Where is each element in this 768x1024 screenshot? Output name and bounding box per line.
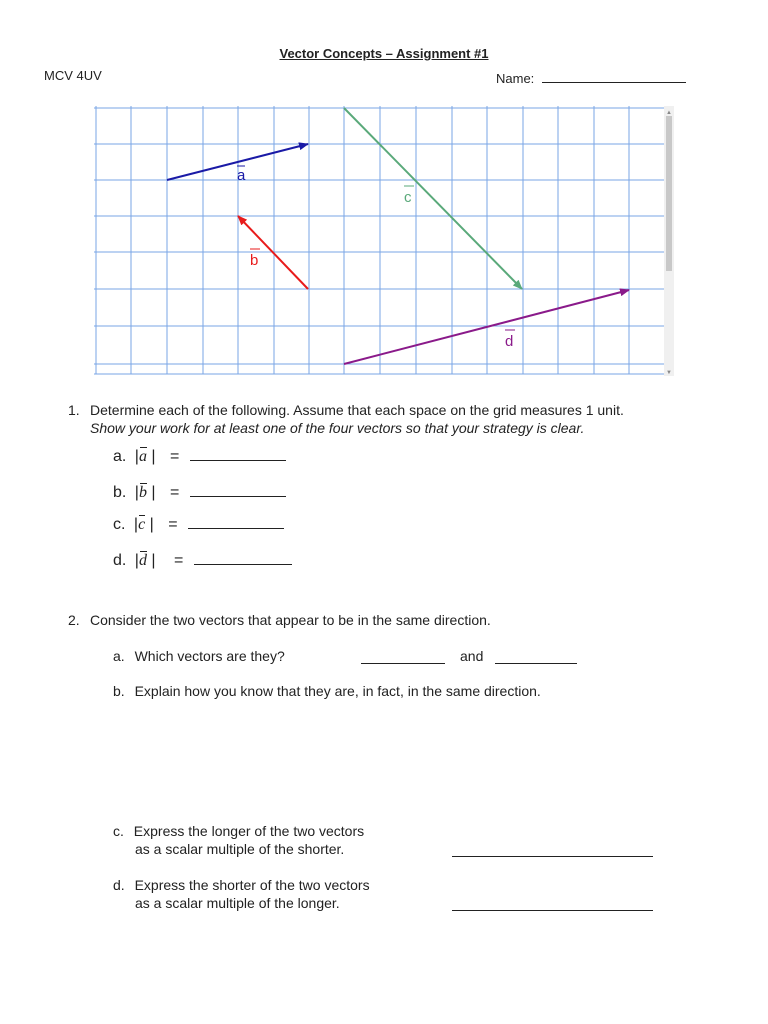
vector-blank-2[interactable]: [495, 649, 577, 664]
name-label: Name:: [496, 71, 535, 86]
answer-blank-2d[interactable]: [452, 896, 653, 911]
page-title: Vector Concepts – Assignment #1: [279, 46, 489, 61]
label-c: [404, 186, 414, 206]
answer-blank-2c[interactable]: [452, 842, 653, 857]
q2-part-a: a. Which vectors are they?: [113, 648, 285, 664]
q1-note: Show your work for at least one of the four vectors so that your strategy is clear.: [90, 420, 585, 436]
answer-blank-d[interactable]: [194, 550, 292, 565]
answer-blank-c[interactable]: [188, 514, 284, 529]
name-field[interactable]: [496, 68, 686, 86]
question-1: [68, 401, 624, 437]
scroll-down-icon: ▼: [666, 370, 672, 376]
q1-item-c: c. |c | =: [113, 514, 284, 534]
scrollbar-thumb: [666, 116, 672, 271]
question-number: 2.: [68, 612, 80, 628]
vector-grid-figure: [94, 106, 674, 378]
label-d: [505, 330, 515, 350]
course-code: MCV 4UV: [44, 68, 102, 83]
svg-text:c: c: [404, 189, 412, 206]
q2-part-b: b. Explain how you know that they are, in fact, in the same direction.: [113, 683, 541, 699]
svg-text:b: b: [250, 252, 259, 269]
question-2: [68, 611, 491, 629]
vector-c: [344, 108, 522, 289]
svg-text:d: d: [505, 333, 514, 350]
svg-text:a: a: [237, 167, 246, 184]
q1-item-a: a. |a | =: [113, 446, 286, 466]
q2-part-c: c. Express the longer of the two vectors as a scalar multiple of the shorter.: [113, 823, 365, 857]
q2-intro: Consider the two vectors that appear to be in the same direction.: [90, 612, 491, 628]
q2-part-d: d. Express the shorter of the two vectors as a scalar multiple of the longer.: [113, 877, 370, 911]
q1-instruction: Determine each of the following. Assume that each space on the grid measures 1 unit.: [90, 402, 624, 418]
answer-blank-b[interactable]: [190, 482, 286, 497]
and-label: and: [460, 648, 484, 664]
q1-item-d: d. |d | =: [113, 550, 292, 570]
grid-lines: [94, 106, 664, 374]
q1-item-b: b. |b | =: [113, 482, 286, 502]
label-a: [237, 166, 246, 184]
name-blank[interactable]: [542, 68, 686, 83]
scroll-up-icon: ▲: [666, 110, 672, 116]
vector-blank-1[interactable]: [361, 649, 445, 664]
answer-blank-a[interactable]: [190, 446, 286, 461]
question-number: 1.: [68, 402, 80, 418]
